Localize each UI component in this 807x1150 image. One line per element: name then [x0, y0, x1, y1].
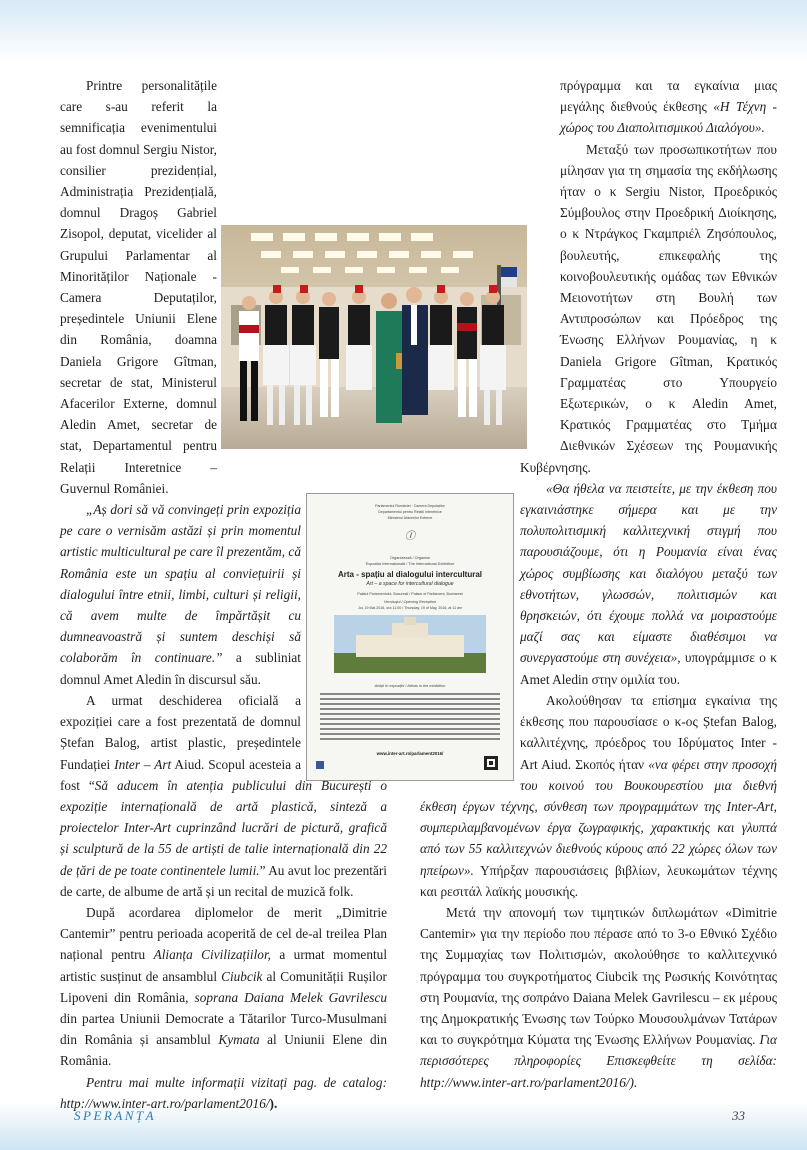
- right-column-greek: [420, 75, 777, 1093]
- catalog-url: www.inter-art.ro/parlament2016/: [376, 751, 444, 756]
- left-quote-tail: a subliniat domnul Amet Aledin în discursul său.: [60, 650, 301, 687]
- catalog-date: Joi, 19 Mai 2016, ora 11:00 / Thursday, 19 of May, 2016, at 11 am: [357, 606, 463, 610]
- catalog-expo-line: Expoziția Internațională / The International Exhibition: [365, 562, 455, 566]
- right-p1-italic: «Η Τέχνη - χώρος του Διαπολιτισμικού Διαλόγου».: [560, 99, 777, 136]
- page-number: 33: [732, 1108, 745, 1123]
- right-p4-a: Ακολούθησαν τα επίσημα εγκαίνια της έκθεσης που παρουσίασε ο κ-ος Ștefan Balog, καλλιτέχνης, πρόεδρος του Ιδρύματος Inter - Art Aiud. Σκοπός ήταν: [520, 692, 777, 772]
- right-p3-quote: «Θα ήθελα να πειστείτε, με την έκθεση που εγκαινιάστηκε σήμερα και με την πολυπολιτισμική καλλιτεχνική στιγμή που παρουσιάζουμε, ότι η Ρουμανία είναι ένας χώρος συμβίωσης και διαλόγου μεταξύ των εθνοτήτων, γλωσσών, πολιτισμών και θρησκειών, ότι έχουμε πολλά να μοιραστούμε μαζί σας και είμαστε διαθέσιμοι να συνεργαστούμε στη συνέχεια»: [520, 480, 777, 666]
- photo-float-space: [217, 202, 387, 480]
- right-paragraph-1: [420, 75, 777, 139]
- catalog-org-line: Organizează / Organise: [389, 556, 431, 560]
- left-p5-end: ).: [269, 1095, 278, 1111]
- left-paragraph-1: Printre personalitățile care s-au referit la semnificația evenimentului au fost domnul Sergiu Nistor, consilier prezidențial, Administrația Prezidențială, domnul Dragoș Gabriel Zisopol, deputat, vicelider al Grupului Parlamentar al Minorităților Naționale - Camera Deputaților, președintele Uniunii Elene din România, doamna Daniela Grigore Gîtman, secretar de stat, Ministerul Afacerilor Externe, domnul Aledin Amet, secretar de stat, Departamentul pentru Relații Interetnice – Guvernul României.: [60, 78, 217, 496]
- right-p5-link[interactable]: Για περισσότερες πληροφορίες Επισκεφθείτε τη σελίδα: http://www.inter-art.ro/parlament2016/).: [420, 1032, 777, 1090]
- catalog-subtitle: Art – a space for intercultural dialogue: [366, 581, 454, 587]
- left-p3-c: ” Au avut loc prezentări de carte, de albume de artă și un recital de muzică folk.: [60, 862, 387, 899]
- left-p4-d: din partea Uniunii Democrate a Tătarilor Turco-Musulmani din România și ansamblul: [60, 1010, 387, 1048]
- catalog-title: Arta - spațiu al dialogului intercultural: [337, 570, 483, 579]
- right-p5: Μετά την απονομή των τιμητικών διπλωμάτων «Dimitrie Cantemir» για την περίοδο που πέρασε από το 3-ο Εθνικό Σχέδιο της Συμμαχίας των Πολιτισμών, ακολούθησε το καλλιτεχνικό πρόγραμμα του συγκροτήματος Ciubcik της Ρωσικής Κοινότητας στη Ρουμανία, της σοπράνο Daiana Melek Gavrilescu – εκ μέρους της Δημοκρατικής Ένωσης των Τούρκο Μουσουλμάνων Τατάρων και το συγκρότημα Κύματα της Ένωσης Ελλήνων Ρουμανίας.: [420, 904, 777, 1048]
- left-p5-link[interactable]: Pentru mai multe informații vizitați pag. de catalog: http://www.inter-art.ro/parlament2016/: [60, 1074, 387, 1111]
- left-p4-c: al Comunității Rușilor Lipoveni din România,: [60, 968, 387, 1005]
- catalog-header-1: Parlamentul României · Camera Deputaților: [375, 504, 445, 508]
- left-column-romanian: [60, 75, 387, 1114]
- catalog-header-3: Ministerul Afacerilor Externe: [387, 516, 433, 520]
- magazine-title: SPERANȚA: [74, 1108, 157, 1123]
- catalog-artists-heading: Artiști în expoziție / Artists in the exhibition: [374, 684, 446, 688]
- left-p4-ciubcik: Ciubcik: [221, 968, 263, 984]
- left-p4-a: După acordarea diplomelor de merit „Dimitrie Cantemir” pentru perioada acoperită de cel de-al treilea Plan național pentru: [60, 904, 387, 963]
- photo-float-space-right: [420, 223, 560, 449]
- left-p3-b: Aiud. Scopul acesteia a fost “: [60, 756, 301, 793]
- catalog-float-space-right: [420, 491, 520, 783]
- left-quote-amet: „Aș dori să vă convingeți prin expoziția pe care o vernisăm astăzi și prin momentul artistic multicultural pe care îl prezentăm, că România este un spațiu al conviețuirii și dialogului între etnii, limbi, culturi și religii, că avem multe de împărtășit cu dumneavoastră și suntem deschiși să colaborăm în continuare.”: [60, 502, 301, 666]
- right-p1: πρόγραμμα και τα εγκαίνια μιας μεγάλης διεθνούς έκθεσης: [560, 78, 777, 115]
- catalog-vernisaj: Vernisajul / Opening Reception: [383, 600, 437, 604]
- left-p3-inter: Inter – Art: [114, 756, 172, 772]
- catalog-venue: Palatul Parlamentului, București / Palace of Parliament, Bucharest: [357, 592, 463, 596]
- right-paragraph-2: Μεταξύ των προσωπικοτήτων που μίλησαν για τη σημασία της εκδήλωσης ήταν ο κ Sergiu Nistor, Προεδρικός Σύμβουλος στην Προεδρική Διοίκησης, ο κ Ντράγκος Γκαμπριέλ Ζησόπουλος, βουλευτής, επικεφαλής της κοινοβουλευτικής ομάδας των Εθνικών Μειονοτήτων στη Βουλή των Αντιπροσώπων και Πρόεδρος της Ένωσης Ελλήνων Ρουμανίας, η κ Daniela Grigore Gîtman, Κρατικός Γραμματέας στο Υπουργείο Εξωτερικών, ο κ Aledin Amet, Κρατικός Γραμματέας στο Τμήμα Διεθνικών Σχέσεων της Ρουμανικής Κυβέρνησης.: [520, 141, 777, 475]
- svg-text:Ⓘ: Ⓘ: [405, 531, 415, 542]
- right-p4-b: Υπήρξαν παρουσιάσεις βιβλίων, λευκωμάτων τέχνης και ρεσιτάλ λαϊκής μουσικής.: [420, 862, 777, 899]
- left-p4-alianta: Alianța Civilizațiilor,: [153, 947, 271, 963]
- catalog-header-2: Departamentul pentru Relații Interetnice: [378, 510, 442, 514]
- right-p3-tail: , υπογράμμισε ο κ Amet Aledin στην ομιλία του.: [520, 650, 777, 687]
- left-p4-soprana: soprana Daiana Melek Gavrilescu: [194, 989, 387, 1005]
- left-p4-e: al Uniunii Elene din România.: [60, 1032, 387, 1069]
- right-p4-italic: «να φέρει στην προσοχή του κοινού του Βουκουρεστίου μια διεθνή έκθεση έργων τέχνης, σύνθεση των προγραμμάτων της Inter-Art, συμπεριλαμβανομένων έργα ζωγραφικής, χαρακτικής και γλυπτά από των 55 καλλιτεχνών διεθνούς κύρους από 22 χώρες όλων των ηπείρων».: [420, 756, 778, 878]
- right-paragraph-5: [420, 902, 777, 1093]
- catalog-float-space: [301, 480, 387, 770]
- top-gradient-band: [0, 0, 807, 62]
- left-paragraph-4: [60, 902, 387, 1072]
- left-p4-b: a urmat momentul artistic susținut de ansamblul: [60, 947, 388, 984]
- left-p4-kymata: Kymata: [218, 1032, 260, 1048]
- left-p3-a: A urmat deschiderea oficială a expoziției care a fost prezentată de domnul Ștefan Balog, artist plastic, președintele Fundației: [60, 692, 301, 772]
- left-p3-quote: Să aducem în atenția publicului din București o expoziție internațională de artă plastică, sinteză a proiectelor Inter-Art cuprinzând lucrări de pictură, grafică și sculptură de la 55 de artiști de talie internațională din 22 de țări de pe toate continentele lumii.: [60, 777, 388, 878]
